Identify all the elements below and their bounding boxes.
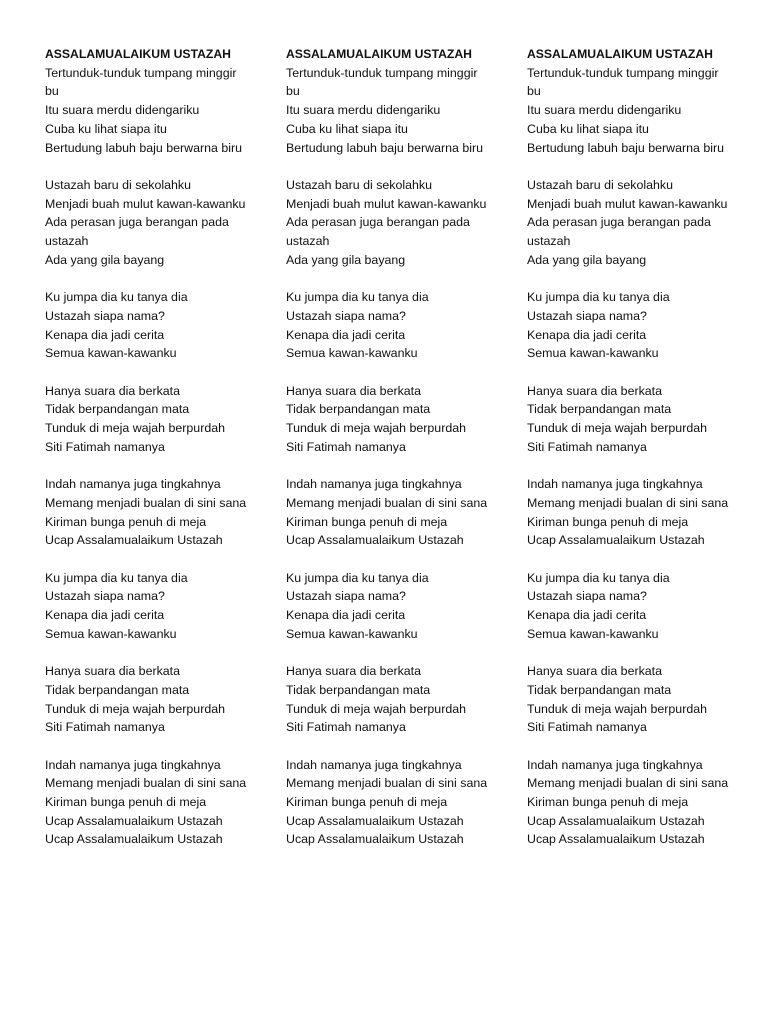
stanza xyxy=(286,64,491,158)
lyric-line: Tidak berpandangan mata xyxy=(45,682,190,697)
lyric-line: Ucap Assalamualaikum Ustazah xyxy=(45,813,223,828)
lyric-line: Ada perasan juga berangan pada ustazah xyxy=(45,215,229,249)
lyric-line: Ku jumpa dia ku tanya dia xyxy=(286,570,429,585)
song-title: ASSALAMUALAIKUM USTAZAH xyxy=(527,47,713,61)
stanza xyxy=(286,756,491,850)
lyric-line: Siti Fatimah namanya xyxy=(527,720,647,735)
stanza xyxy=(527,569,732,644)
stanza xyxy=(45,64,250,158)
lyric-line: Indah namanya juga tingkahnya xyxy=(286,477,462,492)
song-title: ASSALAMUALAIKUM USTAZAH xyxy=(45,47,231,61)
lyric-line: Itu suara merdu didengariku xyxy=(527,103,682,118)
lyric-line: Memang menjadi bualan di sini sana xyxy=(45,495,247,510)
lyric-line: Ku jumpa dia ku tanya dia xyxy=(45,570,188,585)
lyric-line: Tunduk di meja wajah berpurdah xyxy=(45,701,226,716)
lyric-line: Indah namanya juga tingkahnya xyxy=(286,757,462,772)
stanza xyxy=(45,382,250,457)
lyric-line: Tunduk di meja wajah berpurdah xyxy=(45,421,226,436)
lyric-line: Siti Fatimah namanya xyxy=(45,720,165,735)
lyric-line: Hanya suara dia berkata xyxy=(527,383,663,398)
lyric-line: Kenapa dia jadi cerita xyxy=(45,608,165,623)
stanza xyxy=(45,662,250,737)
lyric-line: Indah namanya juga tingkahnya xyxy=(45,477,221,492)
lyric-line: Hanya suara dia berkata xyxy=(527,664,663,679)
lyric-line: Ustazah siapa nama? xyxy=(45,589,165,604)
stanza xyxy=(286,176,491,270)
lyric-line: Ustazah baru di sekolahku xyxy=(45,177,192,192)
lyric-line: Ku jumpa dia ku tanya dia xyxy=(286,290,429,305)
stanza xyxy=(286,382,491,457)
lyric-line: Kenapa dia jadi cerita xyxy=(527,608,647,623)
lyric-line: Itu suara merdu didengariku xyxy=(45,103,200,118)
lyric-line: Kiriman bunga penuh di meja xyxy=(45,795,207,810)
stanza xyxy=(527,288,732,363)
lyric-line: Tertunduk-tunduk tumpang minggir bu xyxy=(286,65,478,99)
lyric-line: Tunduk di meja wajah berpurdah xyxy=(527,701,708,716)
lyric-line: Ada perasan juga berangan pada ustazah xyxy=(527,215,711,249)
lyric-line: Tunduk di meja wajah berpurdah xyxy=(286,701,467,716)
lyric-line: Tertunduk-tunduk tumpang minggir bu xyxy=(45,65,237,99)
lyric-line: Kiriman bunga penuh di meja xyxy=(286,514,448,529)
lyric-line: Tidak berpandangan mata xyxy=(286,682,431,697)
lyric-line: Ku jumpa dia ku tanya dia xyxy=(527,570,670,585)
song-title: ASSALAMUALAIKUM USTAZAH xyxy=(286,47,472,61)
lyric-line: Memang menjadi bualan di sini sana xyxy=(45,776,247,791)
lyric-line: Ku jumpa dia ku tanya dia xyxy=(527,290,670,305)
lyric-line: Kiriman bunga penuh di meja xyxy=(527,514,689,529)
lyric-line: Siti Fatimah namanya xyxy=(286,720,406,735)
lyric-line: Semua kawan-kawanku xyxy=(527,626,659,641)
stanza xyxy=(286,569,491,644)
lyric-line: Kiriman bunga penuh di meja xyxy=(45,514,207,529)
lyric-line: Ucap Assalamualaikum Ustazah xyxy=(286,813,464,828)
stanza xyxy=(527,756,732,850)
lyric-line: Ustazah baru di sekolahku xyxy=(527,177,674,192)
lyric-line: Memang menjadi bualan di sini sana xyxy=(527,776,729,791)
lyric-line: Tidak berpandangan mata xyxy=(527,402,672,417)
lyric-line: Ustazah siapa nama? xyxy=(527,589,647,604)
lyric-line: Hanya suara dia berkata xyxy=(45,664,181,679)
lyric-line: Hanya suara dia berkata xyxy=(45,383,181,398)
stanza xyxy=(286,475,491,550)
lyric-line: Menjadi buah mulut kawan-kawanku xyxy=(527,196,728,211)
lyric-line: Hanya suara dia berkata xyxy=(286,664,422,679)
lyric-line: Kenapa dia jadi cerita xyxy=(527,327,647,342)
lyric-line: Tidak berpandangan mata xyxy=(286,402,431,417)
lyric-line: Ustazah siapa nama? xyxy=(286,308,406,323)
lyric-line: Kenapa dia jadi cerita xyxy=(45,327,165,342)
lyric-line: Menjadi buah mulut kawan-kawanku xyxy=(45,196,246,211)
lyric-line: Ada yang gila bayang xyxy=(527,252,647,267)
lyrics-column-3 xyxy=(527,45,732,868)
lyric-line: Ada yang gila bayang xyxy=(286,252,406,267)
lyrics-column-1 xyxy=(45,45,250,868)
stanza xyxy=(45,176,250,270)
lyric-line: Kiriman bunga penuh di meja xyxy=(527,795,689,810)
stanza xyxy=(45,756,250,850)
lyric-line: Semua kawan-kawanku xyxy=(286,626,418,641)
lyrics-column-2 xyxy=(286,45,491,868)
lyric-line: Hanya suara dia berkata xyxy=(286,383,422,398)
lyric-line: Kiriman bunga penuh di meja xyxy=(286,795,448,810)
lyric-line: Siti Fatimah namanya xyxy=(45,439,165,454)
lyric-line: Bertudung labuh baju berwarna biru xyxy=(286,140,484,155)
lyric-line: Tidak berpandangan mata xyxy=(45,402,190,417)
lyric-line: Ku jumpa dia ku tanya dia xyxy=(45,290,188,305)
lyric-line: Ustazah siapa nama? xyxy=(286,589,406,604)
lyric-line: Ustazah siapa nama? xyxy=(45,308,165,323)
lyric-line: Ucap Assalamualaikum Ustazah xyxy=(286,832,464,847)
lyric-line: Tertunduk-tunduk tumpang minggir bu xyxy=(527,65,719,99)
lyric-line: Tidak berpandangan mata xyxy=(527,682,672,697)
lyric-line: Siti Fatimah namanya xyxy=(286,439,406,454)
lyric-line: Bertudung labuh baju berwarna biru xyxy=(527,140,725,155)
lyric-line: Menjadi buah mulut kawan-kawanku xyxy=(286,196,487,211)
lyric-line: Ucap Assalamualaikum Ustazah xyxy=(527,813,705,828)
lyric-line: Ada perasan juga berangan pada ustazah xyxy=(286,215,470,249)
stanza xyxy=(45,569,250,644)
lyric-line: Tunduk di meja wajah berpurdah xyxy=(286,421,467,436)
lyric-line: Ucap Assalamualaikum Ustazah xyxy=(45,832,223,847)
lyric-line: Siti Fatimah namanya xyxy=(527,439,647,454)
lyric-line: Bertudung labuh baju berwarna biru xyxy=(45,140,243,155)
stanza xyxy=(45,475,250,550)
lyric-line: Semua kawan-kawanku xyxy=(45,346,177,361)
stanza xyxy=(286,288,491,363)
lyric-line: Memang menjadi bualan di sini sana xyxy=(286,776,488,791)
lyric-line: Semua kawan-kawanku xyxy=(527,346,659,361)
lyric-line: Ada yang gila bayang xyxy=(45,252,165,267)
lyric-line: Indah namanya juga tingkahnya xyxy=(527,757,703,772)
stanza xyxy=(286,662,491,737)
lyric-line: Ucap Assalamualaikum Ustazah xyxy=(527,533,705,548)
lyric-line: Tunduk di meja wajah berpurdah xyxy=(527,421,708,436)
stanza xyxy=(527,382,732,457)
lyric-line: Kenapa dia jadi cerita xyxy=(286,327,406,342)
lyric-line: Ustazah siapa nama? xyxy=(527,308,647,323)
lyric-line: Semua kawan-kawanku xyxy=(45,626,177,641)
lyric-line: Semua kawan-kawanku xyxy=(286,346,418,361)
lyric-line: Indah namanya juga tingkahnya xyxy=(45,757,221,772)
lyric-line: Indah namanya juga tingkahnya xyxy=(527,477,703,492)
lyric-line: Itu suara merdu didengariku xyxy=(286,103,441,118)
lyric-line: Cuba ku lihat siapa itu xyxy=(286,121,408,136)
lyric-line: Ucap Assalamualaikum Ustazah xyxy=(45,533,223,548)
lyric-line: Cuba ku lihat siapa itu xyxy=(45,121,167,136)
stanza xyxy=(527,475,732,550)
stanza xyxy=(527,64,732,158)
lyric-line: Ustazah baru di sekolahku xyxy=(286,177,433,192)
stanza xyxy=(527,662,732,737)
lyric-line: Memang menjadi bualan di sini sana xyxy=(527,495,729,510)
lyric-line: Kenapa dia jadi cerita xyxy=(286,608,406,623)
stanza xyxy=(527,176,732,270)
lyric-line: Ucap Assalamualaikum Ustazah xyxy=(527,832,705,847)
lyric-line: Cuba ku lihat siapa itu xyxy=(527,121,649,136)
lyric-line: Ucap Assalamualaikum Ustazah xyxy=(286,533,464,548)
stanza xyxy=(45,288,250,363)
lyric-line: Memang menjadi bualan di sini sana xyxy=(286,495,488,510)
